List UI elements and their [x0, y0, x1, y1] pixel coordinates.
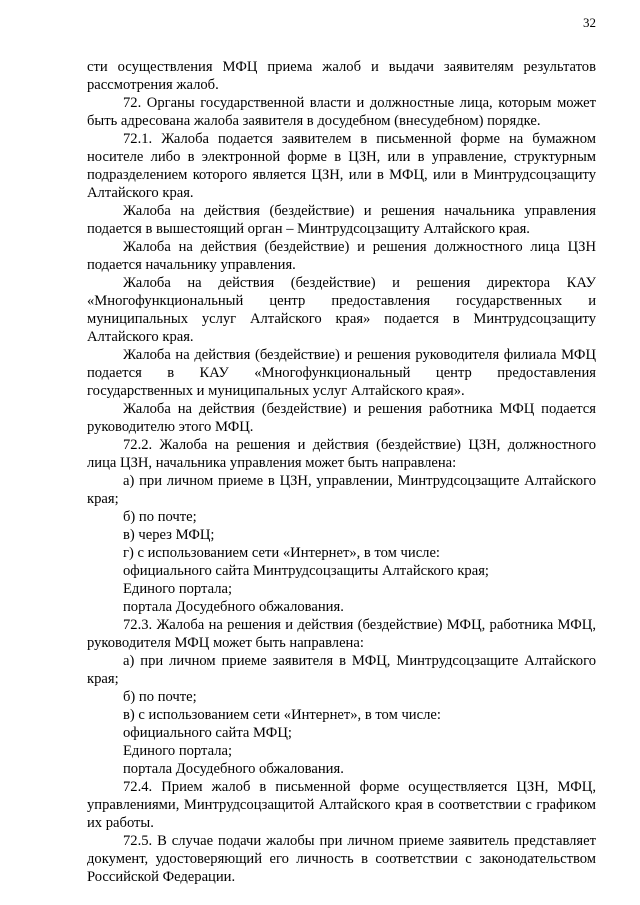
paragraph: 72.1. Жалоба подается заявителем в письменной форме на бумажном носителе либо в электронной форме в ЦЗН, или в управление, структурным подразделением которого является ЦЗН, или в МФЦ, или в Минтрудсоцзащиту Алтайского края. [87, 131, 596, 201]
paragraph: Жалоба на действия (бездействие) и решения работника МФЦ подается руководителю этого МФЦ. [87, 401, 596, 435]
paragraph: в) с использованием сети «Интернет», в том числе: [123, 707, 441, 723]
page-number: 32 [583, 15, 596, 30]
paragraph: 72.5. В случае подачи жалобы при личном приеме заявитель представляет документ, удостоверяющий его личность в соответствии с законодательством Российской Федерации. [87, 833, 596, 885]
paragraph: Единого портала; [123, 743, 233, 759]
paragraph: а) при личном приеме заявителя в МФЦ, Минтрудсоцзащите Алтайского края; [87, 653, 596, 687]
paragraph: в) через МФЦ; [123, 527, 215, 543]
paragraph: Жалоба на действия (бездействие) и решения начальника управления подается в вышестоящий орган – Минтрудсоцзащиту Алтайского края. [87, 203, 596, 237]
paragraph: сти осуществления МФЦ приема жалоб и выдачи заявителям результатов рассмотрения жалоб. [87, 59, 596, 93]
paragraph: б) по почте; [123, 689, 197, 705]
paragraph: Жалоба на действия (бездействие) и решения руководителя филиала МФЦ подается в КАУ «Многофункциональный центр предоставления государственных и муниципальных услуг Алтайского края». [87, 347, 596, 399]
paragraph: 72.4. Прием жалоб в письменной форме осуществляется ЦЗН, МФЦ, управлениями, Минтрудсоцзащитой Алтайского края в соответствии с графиком их работы. [87, 779, 596, 831]
paragraph: б) по почте; [123, 509, 197, 525]
paragraph: официального сайта МФЦ; [123, 725, 292, 741]
paragraph: Жалоба на действия (бездействие) и решения должностного лица ЦЗН подается начальнику управления. [87, 239, 596, 273]
paragraph: официального сайта Минтрудсоцзащиты Алтайского края; [123, 563, 489, 579]
paragraph: Жалоба на действия (бездействие) и решения директора КАУ «Многофункциональный центр предоставления государственных и муниципальных услуг Алтайского края» подается в Минтрудсоцзащиту Алтайского края. [87, 275, 596, 345]
paragraph: портала Досудебного обжалования. [123, 761, 344, 777]
paragraph: г) с использованием сети «Интернет», в том числе: [123, 545, 440, 561]
paragraph: 72.2. Жалоба на решения и действия (бездействие) ЦЗН, должностного лица ЦЗН, начальника управления может быть направлена: [87, 437, 596, 471]
paragraph: портала Досудебного обжалования. [123, 599, 344, 615]
paragraph: 72.3. Жалоба на решения и действия (бездействие) МФЦ, работника МФЦ, руководителя МФЦ может быть направлена: [87, 617, 596, 651]
paragraph: а) при личном приеме в ЦЗН, управлении, Минтрудсоцзащите Алтайского края; [87, 473, 596, 507]
paragraph: Единого портала; [123, 581, 233, 597]
document-body [87, 58, 596, 886]
paragraph: 72. Органы государственной власти и должностные лица, которым может быть адресована жалоба заявителя в досудебном (внесудебном) порядке. [87, 95, 596, 129]
